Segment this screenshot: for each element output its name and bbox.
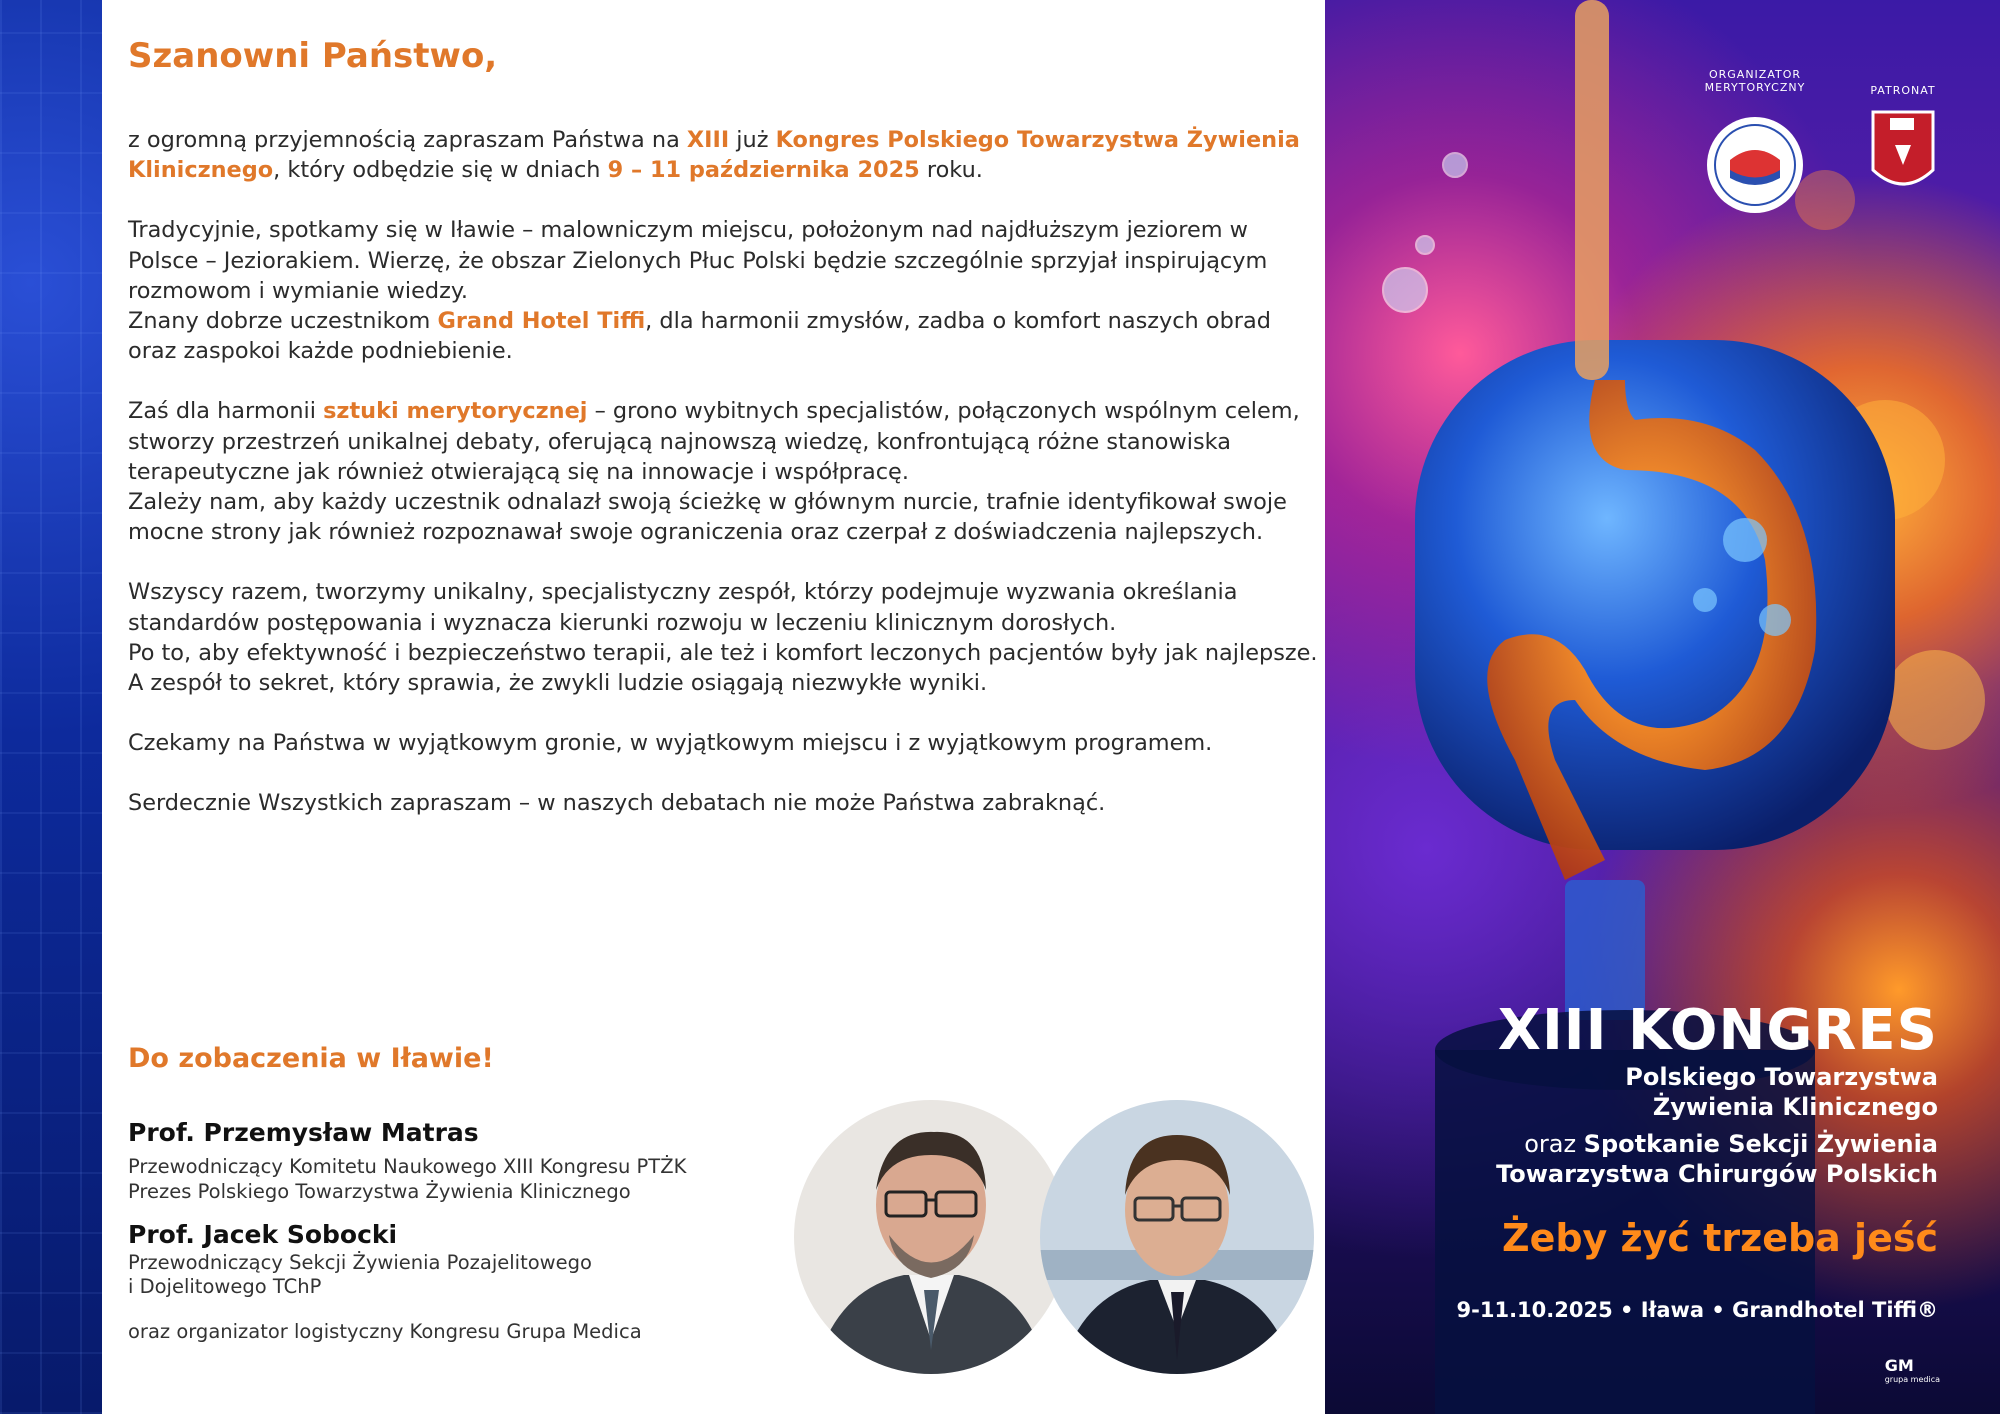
signature-2-role-2: i Dojelitowego TChP: [128, 1275, 322, 1298]
left-decorative-strip: [0, 0, 102, 1414]
patron-label: PATRONAT: [1870, 84, 1936, 97]
signature-1-name: Prof. Przemysław Matras: [128, 1118, 479, 1147]
paragraph-6: Serdecznie Wszystkich zapraszam – w naszych debatach nie może Państwa zabraknąć.: [128, 790, 1106, 817]
stomach-illustration: [1325, 0, 2000, 1414]
speaker-photos: [794, 1100, 1314, 1376]
paragraph-4: Wszyscy razem, tworzymy unikalny, specjalistyczny zespół, którzy podejmuje wyzwania określania standardów postępowania i wyznacza kierunki rozwoju w leczeniu klinicznym dorosłych. Po to, aby efektywność i bezpieczeństwo terapii, ale też i komfort leczonych pacjentów były jak najlepsze. A zespół to sekret, który sprawia, że zwykli ludzie osiągają niezwykłe wyniki.: [128, 579, 1318, 697]
logistics-organizer: oraz organizator logistyczny Kongresu Grupa Medica: [128, 1320, 642, 1343]
poster-line-1: Polskiego Towarzystwa: [1625, 1063, 1938, 1091]
signature-1-role-1: Przewodniczący Komitetu Naukowego XIII Kongresu PTŻK: [128, 1155, 687, 1178]
letter-body: [128, 125, 1318, 849]
paragraph-3: Zaś dla harmonii sztuki merytorycznej – grono wybitnych specjalistów, połączonych wspólnym celem, stworzy przestrzeń unikalnej debaty, oferującą najnowszą wiedzę, konfrontującą różne stanowiska terapeutyczne jak również otwierającą się na innowacje i współpracę. Zależy nam, aby każdy uczestnik odnalazł swoją ścieżkę w głównym nurcie, trafnie identyfikował swoje mocne strony jak również rozpoznawał swoje ograniczenia oraz czerpał z doświadczenia najlepszych.: [128, 398, 1300, 546]
poster-line-4: Towarzystwa Chirurgów Polskich: [1496, 1160, 1938, 1188]
photo-jacek-sobocki: [1040, 1100, 1314, 1374]
event-dates-location: 9-11.10.2025 • Iława • Grandhotel Tiffi®: [1456, 1298, 1938, 1322]
organizer-label: ORGANIZATOR MERYTORYCZNY: [1704, 68, 1806, 94]
poster-line-2: Żywienia Klinicznego: [1652, 1093, 1938, 1121]
paragraph-1: z ogromną przyjemnością zapraszam Państwa na XIII już Kongres Polskiego Towarzystwa Żywienia Klinicznego, który odbędzie się w dniach 9 – 11 października 2025 roku.: [128, 127, 1300, 184]
slogan: Żeby żyć trzeba jeść: [1502, 1216, 1938, 1260]
congress-title: XIII KONGRES: [1497, 998, 1938, 1063]
poster-line-3: oraz Spotkanie Sekcji Żywienia: [1524, 1130, 1938, 1158]
congress-poster: [1325, 0, 2000, 1414]
grupa-medica-logo: GM grupa medica: [1884, 1356, 1940, 1384]
photo-przemyslaw-matras: [794, 1100, 1068, 1374]
paragraph-5: Czekamy na Państwa w wyjątkowym gronie, w wyjątkowym miejscu i z wyjątkowym programem.: [128, 730, 1213, 757]
closing-line: Do zobaczenia w Iławie!: [128, 1043, 494, 1074]
signature-2-role-1: Przewodniczący Sekcji Żywienia Pozajelitowego: [128, 1251, 592, 1274]
signature-2-name: Prof. Jacek Sobocki: [128, 1220, 398, 1249]
paragraph-2: Tradycyjnie, spotkamy się w Iławie – malowniczym miejscu, położonym nad najdłuższym jeziorem w Polsce – Jeziorakiem. Wierzę, że obszar Zielonych Płuc Polski będzie szczególnie sprzyjał inspirującym rozmowom i wymianie wiedzy. Znany dobrze uczestnikom Grand Hotel Tiffi, dla harmonii zmysłów, zadba o komfort naszych obrad oraz zaspokoi każde podniebienie.: [128, 217, 1271, 365]
signature-1-role-2: Prezes Polskiego Towarzystwa Żywienia Klinicznego: [128, 1180, 631, 1203]
greeting: Szanowni Państwo,: [128, 36, 498, 76]
invitation-letter: [102, 0, 1325, 1414]
